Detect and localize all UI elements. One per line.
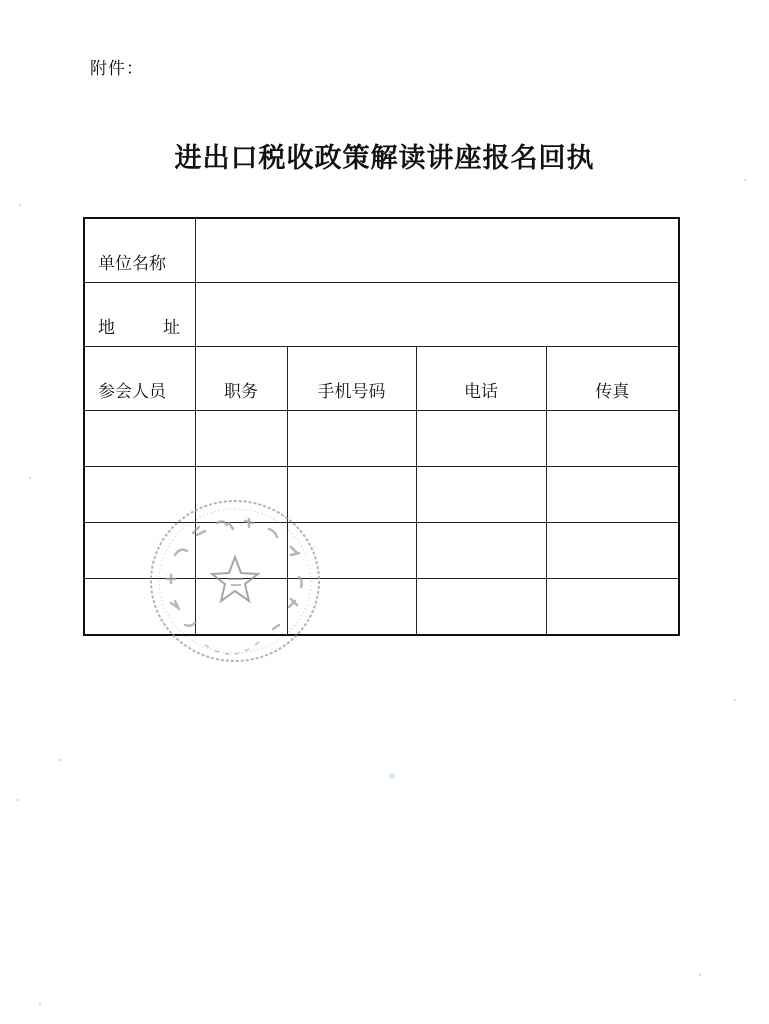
header-attendee: 参会人员 xyxy=(84,347,195,411)
address-label xyxy=(84,283,195,347)
attendee-fax-cell[interactable] xyxy=(546,467,679,523)
attendee-position-cell[interactable] xyxy=(195,579,287,636)
attendee-row xyxy=(84,467,679,523)
attendee-phone-cell[interactable] xyxy=(416,579,546,636)
attendee-name-cell[interactable] xyxy=(84,523,195,579)
header-fax: 传真 xyxy=(546,347,679,411)
attendee-position-cell[interactable] xyxy=(195,467,287,523)
unit-name-label: 单位名称 xyxy=(84,218,195,283)
attendee-mobile-cell[interactable] xyxy=(287,579,416,636)
address-label-char-1: 地 xyxy=(98,318,115,338)
header-phone: 电话 xyxy=(416,347,546,411)
address-row xyxy=(84,283,679,347)
address-field[interactable] xyxy=(195,283,679,347)
attendee-phone-cell[interactable] xyxy=(416,523,546,579)
attendee-mobile-cell[interactable] xyxy=(287,467,416,523)
attendee-phone-cell[interactable] xyxy=(416,467,546,523)
registration-form-table xyxy=(83,217,680,636)
attendee-position-cell[interactable] xyxy=(195,411,287,467)
attendee-fax-cell[interactable] xyxy=(546,523,679,579)
attachment-label: 附件： xyxy=(90,59,144,79)
attendee-fax-cell[interactable] xyxy=(546,411,679,467)
unit-name-row xyxy=(84,218,679,283)
attendee-position-cell[interactable] xyxy=(195,523,287,579)
attendee-row xyxy=(84,523,679,579)
attendee-header-row xyxy=(84,347,679,411)
address-label-char-2: 址 xyxy=(163,318,180,338)
seal-bottom-marks xyxy=(205,642,259,654)
document-title: 进出口税收政策解读讲座报名回执 xyxy=(174,143,595,174)
header-position: 职务 xyxy=(195,347,287,411)
unit-name-field[interactable] xyxy=(195,218,679,283)
header-mobile: 手机号码 xyxy=(287,347,416,411)
attendee-name-cell[interactable] xyxy=(84,467,195,523)
attendee-mobile-cell[interactable] xyxy=(287,523,416,579)
attendee-name-cell[interactable] xyxy=(84,411,195,467)
attendee-row xyxy=(84,579,679,636)
attendee-phone-cell[interactable] xyxy=(416,411,546,467)
attendee-name-cell[interactable] xyxy=(84,579,195,636)
attendee-row xyxy=(84,411,679,467)
attendee-mobile-cell[interactable] xyxy=(287,411,416,467)
attendee-fax-cell[interactable] xyxy=(546,579,679,636)
